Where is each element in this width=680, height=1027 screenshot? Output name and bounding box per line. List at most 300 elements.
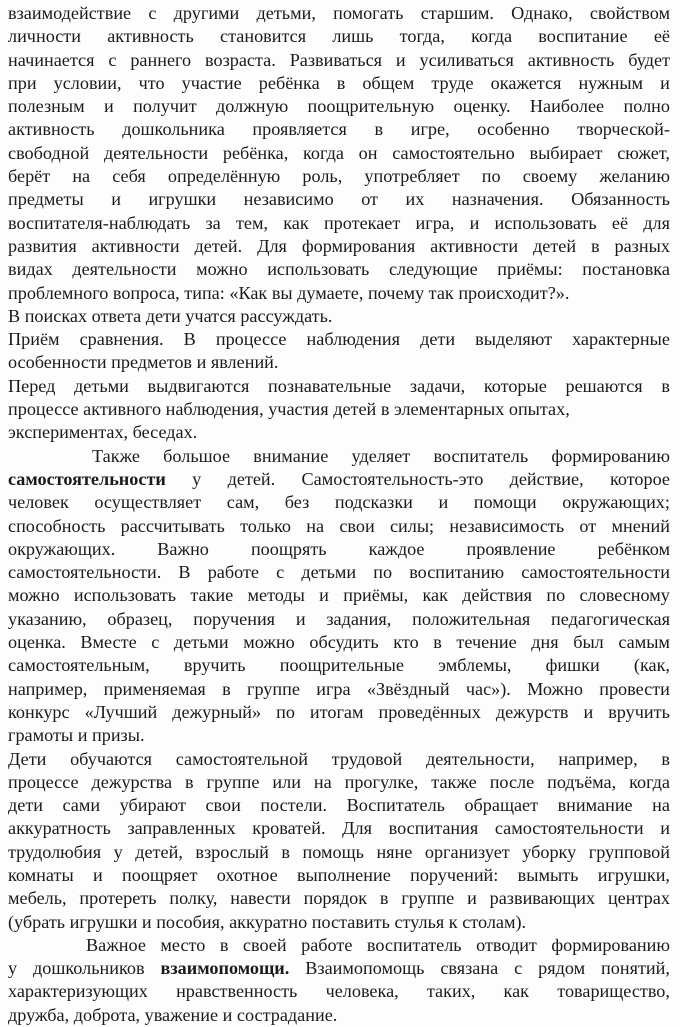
word: использовать bbox=[73, 585, 176, 606]
word: Наиболее bbox=[529, 96, 605, 117]
word: в bbox=[281, 841, 291, 862]
text-line bbox=[8, 911, 670, 934]
word: например, bbox=[558, 748, 638, 769]
word: поощряет bbox=[122, 864, 198, 885]
word: себя bbox=[112, 166, 146, 187]
word: приёмы: bbox=[497, 259, 563, 280]
word: задачи, bbox=[409, 375, 466, 396]
word: своему bbox=[522, 166, 578, 187]
word: что bbox=[138, 72, 165, 93]
word: Важное bbox=[86, 934, 146, 955]
word: типа: bbox=[184, 282, 225, 303]
word: поощрительную bbox=[307, 96, 435, 117]
text-line bbox=[8, 724, 670, 747]
word: по bbox=[546, 585, 566, 606]
word: детьми bbox=[173, 632, 229, 653]
word: с bbox=[151, 632, 160, 653]
word: помогать bbox=[333, 3, 404, 23]
word: рассчитывать bbox=[120, 515, 225, 536]
word: организует bbox=[424, 841, 510, 862]
text-line bbox=[8, 817, 670, 840]
word: игра bbox=[316, 678, 351, 699]
word: понятий, bbox=[601, 958, 670, 979]
word: аккуратность bbox=[8, 818, 111, 839]
word: способность bbox=[8, 515, 106, 536]
word: детьми bbox=[301, 562, 357, 583]
word: Однако, bbox=[511, 3, 573, 23]
word: ребёнка bbox=[258, 72, 320, 93]
word: опытах, bbox=[508, 399, 570, 420]
word: поощрительные bbox=[279, 655, 404, 676]
word: место bbox=[160, 934, 206, 955]
word: образец, bbox=[107, 608, 173, 629]
word: проявляется bbox=[252, 119, 347, 140]
word: процессе bbox=[8, 399, 79, 420]
word: оценку. bbox=[453, 96, 511, 117]
word: самостоятельной bbox=[175, 748, 308, 769]
word: рассуждать. bbox=[240, 305, 333, 326]
word: также bbox=[431, 771, 477, 792]
word: взаимодействие bbox=[8, 3, 132, 23]
word: творческой- bbox=[577, 119, 670, 140]
word: дети bbox=[8, 795, 44, 816]
word: и bbox=[295, 608, 306, 629]
word: уделяет bbox=[351, 445, 411, 466]
text-line bbox=[8, 678, 670, 701]
text-line bbox=[8, 887, 670, 910]
word: самым bbox=[618, 632, 670, 653]
word: формированию bbox=[551, 445, 670, 466]
word: активность bbox=[527, 49, 615, 70]
word: «Как bbox=[229, 282, 268, 303]
word: час»). bbox=[465, 678, 511, 699]
text-line bbox=[8, 584, 670, 607]
word: убирают bbox=[119, 795, 186, 816]
text-line bbox=[8, 258, 670, 281]
word: течение bbox=[456, 632, 517, 653]
word: внимание bbox=[557, 795, 633, 816]
word: и bbox=[92, 864, 103, 885]
word: и bbox=[103, 96, 114, 117]
word: силы; bbox=[389, 515, 435, 536]
word: обращает bbox=[464, 795, 539, 816]
word: обучаются bbox=[70, 748, 153, 769]
word: детей, bbox=[135, 841, 183, 862]
word: «Звёздный bbox=[366, 678, 450, 699]
word: воспитания bbox=[388, 818, 479, 839]
word: дежурств bbox=[495, 701, 569, 722]
word: дежурства bbox=[91, 771, 173, 792]
word: вручить bbox=[608, 701, 670, 722]
word: от bbox=[361, 189, 379, 210]
word: усиливаться bbox=[419, 49, 514, 70]
word: явлений. bbox=[210, 352, 279, 373]
word: процессе bbox=[8, 771, 79, 792]
word: решаются bbox=[565, 375, 643, 396]
word: помощи bbox=[473, 492, 537, 513]
word: выдвигаются bbox=[147, 375, 250, 396]
word: формированию bbox=[551, 934, 670, 955]
word: работе bbox=[207, 562, 259, 583]
word: такие bbox=[190, 585, 234, 606]
word: постановка bbox=[582, 259, 670, 280]
word: дежурный» bbox=[172, 701, 262, 722]
word: протереть bbox=[79, 888, 157, 909]
word: ребёнком bbox=[597, 538, 670, 559]
word: взрослый bbox=[195, 841, 269, 862]
word: в bbox=[219, 934, 229, 955]
word: свободной bbox=[8, 142, 90, 163]
word: был bbox=[573, 632, 604, 653]
word: (убрать bbox=[8, 911, 66, 932]
word: желанию bbox=[599, 166, 670, 187]
word: получит bbox=[133, 96, 197, 117]
word: полезным bbox=[8, 96, 85, 117]
word: в bbox=[336, 72, 346, 93]
text-line bbox=[8, 771, 670, 794]
word: полку, bbox=[169, 888, 218, 909]
word: в bbox=[380, 399, 390, 420]
text-line bbox=[8, 142, 670, 165]
text-line bbox=[8, 25, 670, 48]
word: игрушки bbox=[69, 911, 138, 932]
word: следующие bbox=[388, 259, 478, 280]
word: доброта, bbox=[73, 1004, 141, 1025]
word: элементарных bbox=[393, 399, 505, 420]
word: Для bbox=[257, 235, 287, 256]
word: заправленных bbox=[127, 818, 236, 839]
word: самостоятельности. bbox=[8, 562, 162, 583]
word: раннего bbox=[130, 49, 192, 70]
word: без bbox=[284, 492, 310, 513]
word: В bbox=[183, 329, 196, 350]
word: развития bbox=[8, 235, 77, 256]
word: каждое bbox=[368, 538, 425, 559]
word: детей bbox=[533, 235, 577, 256]
word: сострадание. bbox=[236, 1004, 338, 1025]
text-line bbox=[8, 305, 670, 328]
word: ответа bbox=[91, 305, 142, 326]
word: выбирает bbox=[529, 142, 603, 163]
word: помощь bbox=[302, 841, 364, 862]
word: призы. bbox=[92, 725, 145, 746]
word: действия bbox=[462, 585, 533, 606]
word: личности bbox=[8, 26, 81, 47]
word: экспериментах, bbox=[8, 422, 129, 443]
text-line bbox=[8, 282, 670, 305]
text-line bbox=[8, 515, 670, 538]
word: с bbox=[276, 562, 285, 583]
word: отводит bbox=[476, 934, 537, 955]
word: выполнение bbox=[296, 864, 391, 885]
word: для bbox=[643, 212, 670, 233]
word: воспитатель bbox=[433, 445, 529, 466]
word: комнаты bbox=[8, 864, 74, 885]
word: кто bbox=[393, 632, 419, 653]
word: и bbox=[660, 72, 670, 93]
word: наблюдения bbox=[306, 329, 401, 350]
word: берёт bbox=[8, 166, 51, 187]
word: игрушки, bbox=[597, 864, 670, 885]
text-line bbox=[8, 328, 670, 351]
text-line bbox=[8, 235, 670, 258]
word: «Лучший bbox=[84, 701, 158, 722]
word: и bbox=[77, 725, 88, 746]
word: деятельности bbox=[104, 142, 209, 163]
text-line bbox=[8, 538, 670, 561]
word: процессе bbox=[215, 329, 287, 350]
word: детьми bbox=[74, 375, 129, 396]
word: эмблемы, bbox=[438, 655, 512, 676]
word: Дети bbox=[8, 748, 47, 769]
text-line bbox=[8, 445, 670, 468]
word: прогулке, bbox=[344, 771, 419, 792]
text-line bbox=[8, 398, 670, 421]
word: выделяют bbox=[475, 329, 553, 350]
word: большое bbox=[163, 445, 231, 466]
word: когда bbox=[629, 771, 670, 792]
word: свои bbox=[205, 795, 241, 816]
word: няне bbox=[376, 841, 413, 862]
word: игре, bbox=[410, 119, 450, 140]
word: человек bbox=[8, 492, 69, 513]
word: назначения. bbox=[451, 189, 544, 210]
word: в bbox=[185, 771, 194, 792]
word: разных bbox=[614, 235, 670, 256]
word: и bbox=[438, 492, 449, 513]
word: окружающих. bbox=[8, 538, 116, 559]
text-line bbox=[8, 375, 670, 398]
word: работе bbox=[301, 934, 353, 955]
word: постели. bbox=[260, 795, 328, 816]
text-line bbox=[8, 794, 670, 817]
word: порядок bbox=[303, 888, 368, 909]
word: характеризующих bbox=[8, 981, 148, 1002]
word: действие, bbox=[509, 468, 584, 489]
word: дети bbox=[145, 305, 181, 326]
word: на bbox=[72, 166, 91, 187]
word: оценка. bbox=[8, 632, 66, 653]
word: группе bbox=[206, 771, 260, 792]
word: воспитателя-наблюдать bbox=[8, 212, 191, 233]
word: видах bbox=[8, 259, 53, 280]
word: будет bbox=[628, 49, 670, 70]
word: труде bbox=[431, 72, 474, 93]
text-line bbox=[8, 608, 670, 631]
word: свойством bbox=[589, 3, 670, 23]
word: в bbox=[379, 888, 389, 909]
word: должную bbox=[216, 96, 289, 117]
word: использовать bbox=[494, 212, 597, 233]
word: подъёма, bbox=[547, 771, 617, 792]
word: и bbox=[111, 189, 121, 210]
word: детей. bbox=[227, 468, 276, 489]
word: наблюдения, bbox=[165, 399, 264, 420]
word: Для bbox=[342, 818, 372, 839]
word: их bbox=[405, 189, 425, 210]
word: независимость bbox=[449, 515, 565, 536]
word: поручений: bbox=[410, 864, 499, 885]
word: как bbox=[283, 212, 309, 233]
word: сравнения. bbox=[79, 329, 164, 350]
text-line bbox=[8, 212, 670, 235]
word: своей bbox=[242, 934, 287, 955]
word: активность bbox=[107, 26, 194, 47]
word: активности bbox=[430, 235, 519, 256]
word: дети bbox=[420, 329, 456, 350]
word: Самостоятельность-это bbox=[301, 468, 484, 489]
word: окажется bbox=[490, 72, 562, 93]
word: думаете, bbox=[297, 282, 364, 303]
word: условии, bbox=[53, 72, 122, 93]
text-line bbox=[8, 351, 670, 374]
word: в bbox=[591, 235, 600, 256]
word: активность bbox=[8, 119, 95, 140]
word: беседах. bbox=[132, 422, 198, 443]
word: характерные bbox=[572, 329, 670, 350]
word: группе bbox=[246, 678, 300, 699]
word: подсказки bbox=[334, 492, 413, 513]
word: можно bbox=[243, 632, 295, 653]
word: конкурс bbox=[8, 701, 70, 722]
word: в bbox=[661, 748, 670, 769]
text-line bbox=[8, 654, 670, 677]
word: и bbox=[660, 818, 670, 839]
text-line bbox=[8, 934, 670, 957]
word: поручения bbox=[193, 608, 276, 629]
word: ребёнка, bbox=[222, 142, 289, 163]
word: товарищество, bbox=[557, 981, 670, 1002]
word: деятельности bbox=[72, 259, 177, 280]
word: как bbox=[422, 585, 448, 606]
word: нужным bbox=[578, 72, 644, 93]
word: вымыть bbox=[517, 864, 579, 885]
word: участие bbox=[181, 72, 242, 93]
word: Перед bbox=[8, 375, 56, 396]
text-line bbox=[8, 701, 670, 724]
word: методы bbox=[247, 585, 305, 606]
word: рядом bbox=[538, 958, 586, 979]
word: Также bbox=[92, 445, 140, 466]
word: грамоты bbox=[8, 725, 74, 746]
word: предметы bbox=[8, 189, 84, 210]
word: сам, bbox=[226, 492, 260, 513]
word: игрушки bbox=[148, 189, 217, 210]
word: участия bbox=[268, 399, 329, 420]
word: в bbox=[222, 678, 231, 699]
word: тем, bbox=[235, 212, 269, 233]
word: (как, bbox=[633, 655, 670, 676]
word: по bbox=[373, 562, 393, 583]
word: на bbox=[313, 771, 332, 792]
word: детей. bbox=[194, 235, 243, 256]
word: использовать bbox=[267, 259, 370, 280]
word: проблемного bbox=[8, 282, 109, 303]
word: столам). bbox=[462, 911, 527, 932]
word: протекает bbox=[323, 212, 401, 233]
word: В bbox=[178, 562, 191, 583]
text-line bbox=[8, 95, 670, 118]
word: которые bbox=[483, 375, 547, 396]
word: задания, bbox=[326, 608, 392, 629]
word: как bbox=[503, 981, 530, 1002]
word: окружающих; bbox=[562, 492, 670, 513]
word: общем bbox=[362, 72, 415, 93]
text-line bbox=[8, 468, 670, 491]
bold-term: взаимопомощи. bbox=[160, 958, 290, 979]
word: её bbox=[611, 212, 629, 233]
word: группе bbox=[401, 888, 455, 909]
word: возраста. bbox=[205, 49, 276, 70]
text-line bbox=[8, 118, 670, 141]
word: проведённых bbox=[378, 701, 481, 722]
word: активности bbox=[91, 235, 180, 256]
text-line bbox=[8, 49, 670, 72]
word: и bbox=[222, 1004, 233, 1025]
word: фишки bbox=[545, 655, 600, 676]
word: игра, bbox=[415, 212, 455, 233]
word: Вместе bbox=[80, 632, 137, 653]
word: и bbox=[395, 49, 406, 70]
text-line bbox=[8, 72, 670, 95]
word: самостоятельности bbox=[521, 562, 670, 583]
word: становится bbox=[220, 26, 307, 47]
word: с bbox=[108, 49, 117, 70]
word: учатся bbox=[185, 305, 236, 326]
word: употребляет bbox=[364, 166, 460, 187]
word: определённую bbox=[167, 166, 281, 187]
word: и bbox=[319, 585, 329, 606]
word: на bbox=[652, 795, 670, 816]
word: групповой bbox=[588, 841, 670, 862]
word: или bbox=[272, 771, 301, 792]
word: при bbox=[8, 72, 37, 93]
word: и bbox=[141, 911, 152, 932]
word: почему bbox=[367, 282, 425, 303]
text-line bbox=[8, 980, 670, 1003]
word: проявление bbox=[466, 538, 556, 559]
word: самостоятельности bbox=[494, 818, 644, 839]
word: можно bbox=[196, 259, 248, 280]
word: охотное bbox=[216, 864, 278, 885]
word: и bbox=[467, 888, 477, 909]
word: свои bbox=[339, 515, 375, 536]
word: указанию, bbox=[8, 608, 87, 629]
word: особенности bbox=[8, 352, 107, 373]
word: познавательные bbox=[268, 375, 392, 396]
text-line bbox=[8, 864, 670, 887]
word: таких, bbox=[426, 981, 476, 1002]
text-line bbox=[8, 2, 670, 25]
word: с bbox=[514, 958, 523, 979]
word: когда bbox=[471, 26, 513, 47]
word: человека, bbox=[325, 981, 399, 1002]
word: воспитание bbox=[538, 26, 628, 47]
word: независимо bbox=[243, 189, 334, 210]
word: за bbox=[205, 212, 221, 233]
word: дошкольника bbox=[122, 119, 225, 140]
word: когда bbox=[303, 142, 344, 163]
word: самостоятельно bbox=[392, 142, 515, 163]
word: провести bbox=[599, 678, 670, 699]
word: трудовой bbox=[331, 748, 403, 769]
word: можно bbox=[8, 585, 60, 606]
word: приёмы, bbox=[343, 585, 409, 606]
word: вопроса, bbox=[112, 282, 180, 303]
text-line bbox=[8, 561, 670, 584]
word: Важно bbox=[157, 538, 209, 559]
word: воспитатель bbox=[366, 934, 462, 955]
